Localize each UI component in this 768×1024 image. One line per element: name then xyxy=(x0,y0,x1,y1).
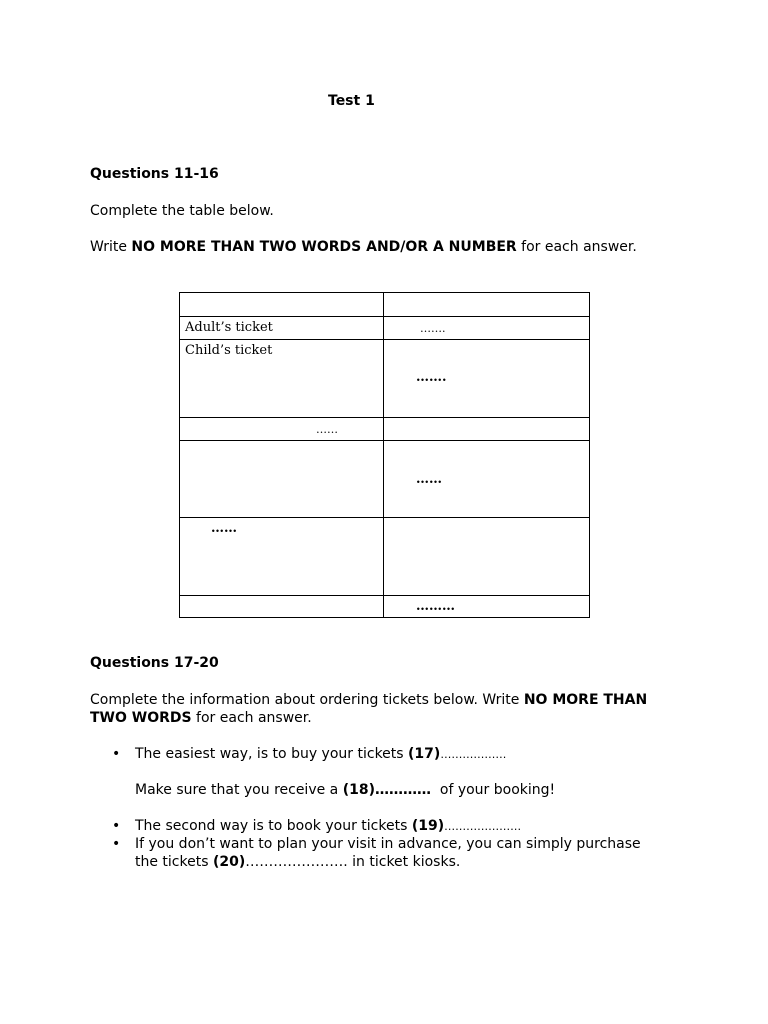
section1-instruction: Complete the table below. xyxy=(90,203,274,219)
question-number: (20) xyxy=(212,854,246,870)
section1-heading: Questions 11-16 xyxy=(90,166,219,182)
item-text-end: …………………. in ticket kiosks. xyxy=(245,854,461,870)
section2-intro-line2 xyxy=(90,710,312,726)
section2-intro-line1 xyxy=(90,692,647,708)
table-row-divider xyxy=(179,417,590,418)
table-row-divider xyxy=(179,440,590,441)
row6-blank: ……… xyxy=(416,599,455,614)
row4-blank: …… xyxy=(416,472,442,487)
table-row-divider xyxy=(179,316,590,317)
question-number: (18)………… xyxy=(342,782,431,798)
item-text-end: of your booking! xyxy=(430,782,556,798)
section2-heading: Questions 17-20 xyxy=(90,655,219,671)
question-number: (17) xyxy=(408,746,441,762)
intro-text: for each answer. xyxy=(191,710,312,726)
bullet-icon: • xyxy=(112,746,121,762)
bullet-icon: • xyxy=(112,818,121,834)
row3-blank: …… xyxy=(316,423,338,436)
answer-blank: ……………… xyxy=(440,748,507,761)
write-suffix: for each answer. xyxy=(516,239,637,255)
intro-text: Complete the information about ordering tickets below. Write xyxy=(90,692,524,708)
list-item-19 xyxy=(135,818,521,834)
item-text: The easiest way, is to buy your tickets xyxy=(135,746,409,762)
question-number: (19) xyxy=(411,818,445,834)
list-item-17 xyxy=(135,746,506,762)
table-border-left xyxy=(179,292,180,618)
item-text: The second way is to book your tickets xyxy=(135,818,412,834)
child-ticket-label: Child’s ticket xyxy=(185,343,273,358)
write-rule-bold: NO MORE THAN TWO WORDS AND/OR A NUMBER xyxy=(131,239,517,255)
write-prefix: Write xyxy=(90,239,132,255)
list-item-18 xyxy=(135,782,555,798)
child-ticket-blank: ……. xyxy=(416,370,447,385)
intro-bold: NO MORE THAN xyxy=(523,692,648,708)
table-border-right xyxy=(589,292,590,618)
list-item-20-line2 xyxy=(135,854,460,870)
intro-bold: TWO WORDS xyxy=(90,710,192,726)
table-row-divider xyxy=(179,517,590,518)
table-border-top xyxy=(179,292,590,293)
item-text: Make sure that you receive a xyxy=(135,782,343,798)
table-row-divider xyxy=(179,339,590,340)
section1-write-rule xyxy=(90,239,637,255)
answer-blank: ………………… xyxy=(444,820,522,833)
adult-ticket-blank: ……. xyxy=(420,322,446,335)
table-column-divider xyxy=(383,292,384,618)
row5-blank: …… xyxy=(211,521,237,536)
adult-ticket-label: Adult’s ticket xyxy=(185,320,273,335)
item-text: the tickets xyxy=(135,854,213,870)
page-title: Test 1 xyxy=(328,93,375,109)
table-border-bottom xyxy=(179,617,590,618)
bullet-icon: • xyxy=(112,836,121,852)
table-row-divider xyxy=(179,595,590,596)
list-item-20-line1: If you don’t want to plan your visit in advance, you can simply purchase xyxy=(135,836,641,852)
